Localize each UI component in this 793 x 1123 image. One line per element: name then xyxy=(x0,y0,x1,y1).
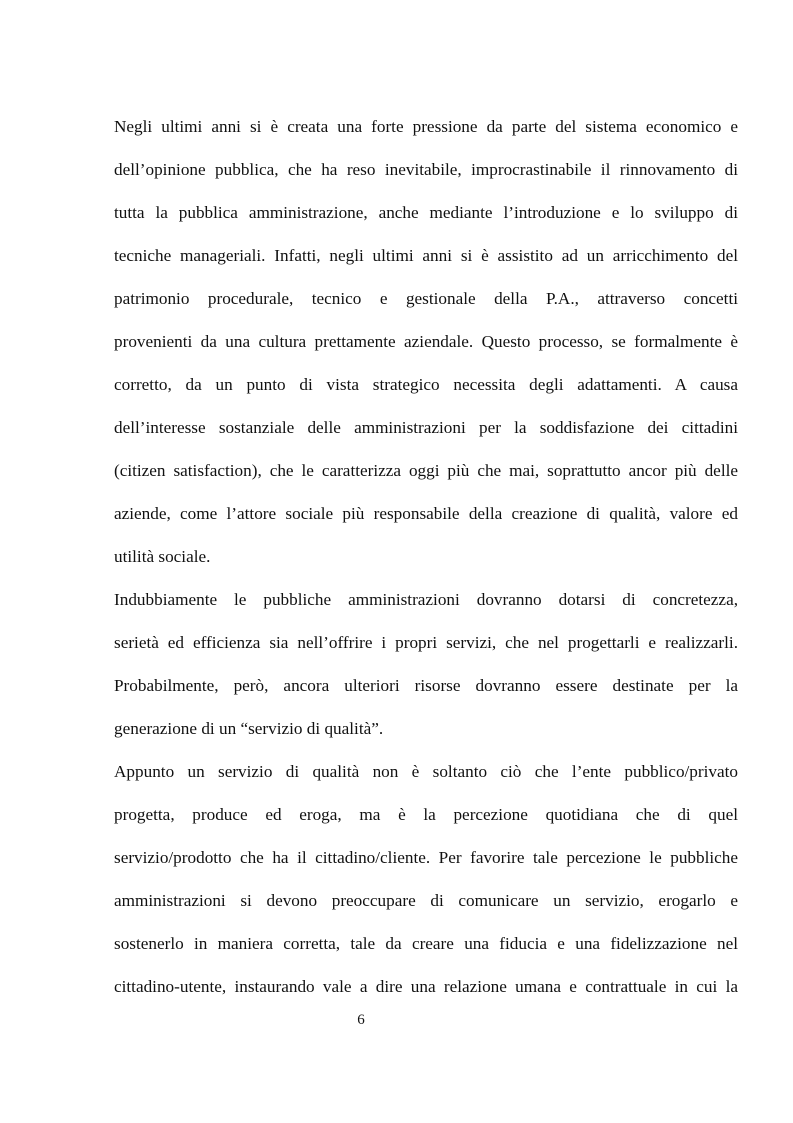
text-line: (citizen satisfaction), che le caratterizza oggi più che mai, soprattutto ancor più delle xyxy=(114,461,738,480)
text-line: patrimonio procedurale, tecnico e gestionale della P.A., attraverso concetti xyxy=(114,289,738,308)
text-line: Indubbiamente le pubbliche amministrazioni dovranno dotarsi di concretezza, xyxy=(114,590,738,609)
text-line: provenienti da una cultura prettamente aziendale. Questo processo, se formalmente è xyxy=(114,332,738,351)
text-line: tecniche manageriali. Infatti, negli ultimi anni si è assistito ad un arricchimento del xyxy=(114,246,738,265)
text-line: corretto, da un punto di vista strategico necessita degli adattamenti. A causa xyxy=(114,375,738,394)
text-line: aziende, come l’attore sociale più responsabile della creazione di qualità, valore ed xyxy=(114,504,738,523)
text-line: cittadino-utente, instaurando vale a dire una relazione umana e contrattuale in cui la xyxy=(114,977,738,996)
page-number: 6 xyxy=(357,1012,365,1028)
text-line: serietà ed efficienza sia nell’offrire i propri servizi, che nel progettarli e realizzarli. xyxy=(114,633,738,652)
text-line: Appunto un servizio di qualità non è soltanto ciò che l’ente pubblico/privato xyxy=(114,762,738,781)
text-line: servizio/prodotto che ha il cittadino/cliente. Per favorire tale percezione le pubbliche xyxy=(114,848,738,867)
text-line: dell’interesse sostanziale delle amministrazioni per la soddisfazione dei cittadini xyxy=(114,418,738,437)
text-line: dell’opinione pubblica, che ha reso inevitabile, improcrastinabile il rinnovamento di xyxy=(114,160,738,179)
body-text xyxy=(114,112,738,1015)
text-line: amministrazioni si devono preoccupare di comunicare un servizio, erogarlo e xyxy=(114,891,738,910)
text-line: tutta la pubblica amministrazione, anche mediante l’introduzione e lo sviluppo di xyxy=(114,203,738,222)
text-line: utilità sociale. xyxy=(114,547,211,566)
text-line: sostenerlo in maniera corretta, tale da creare una fiducia e una fidelizzazione nel xyxy=(114,934,738,953)
text-line: progetta, produce ed eroga, ma è la percezione quotidiana che di quel xyxy=(114,805,738,824)
text-line: Negli ultimi anni si è creata una forte pressione da parte del sistema economico e xyxy=(114,117,738,136)
text-line: Probabilmente, però, ancora ulteriori risorse dovranno essere destinate per la xyxy=(114,676,738,695)
text-line: generazione di un “servizio di qualità”. xyxy=(114,719,384,738)
